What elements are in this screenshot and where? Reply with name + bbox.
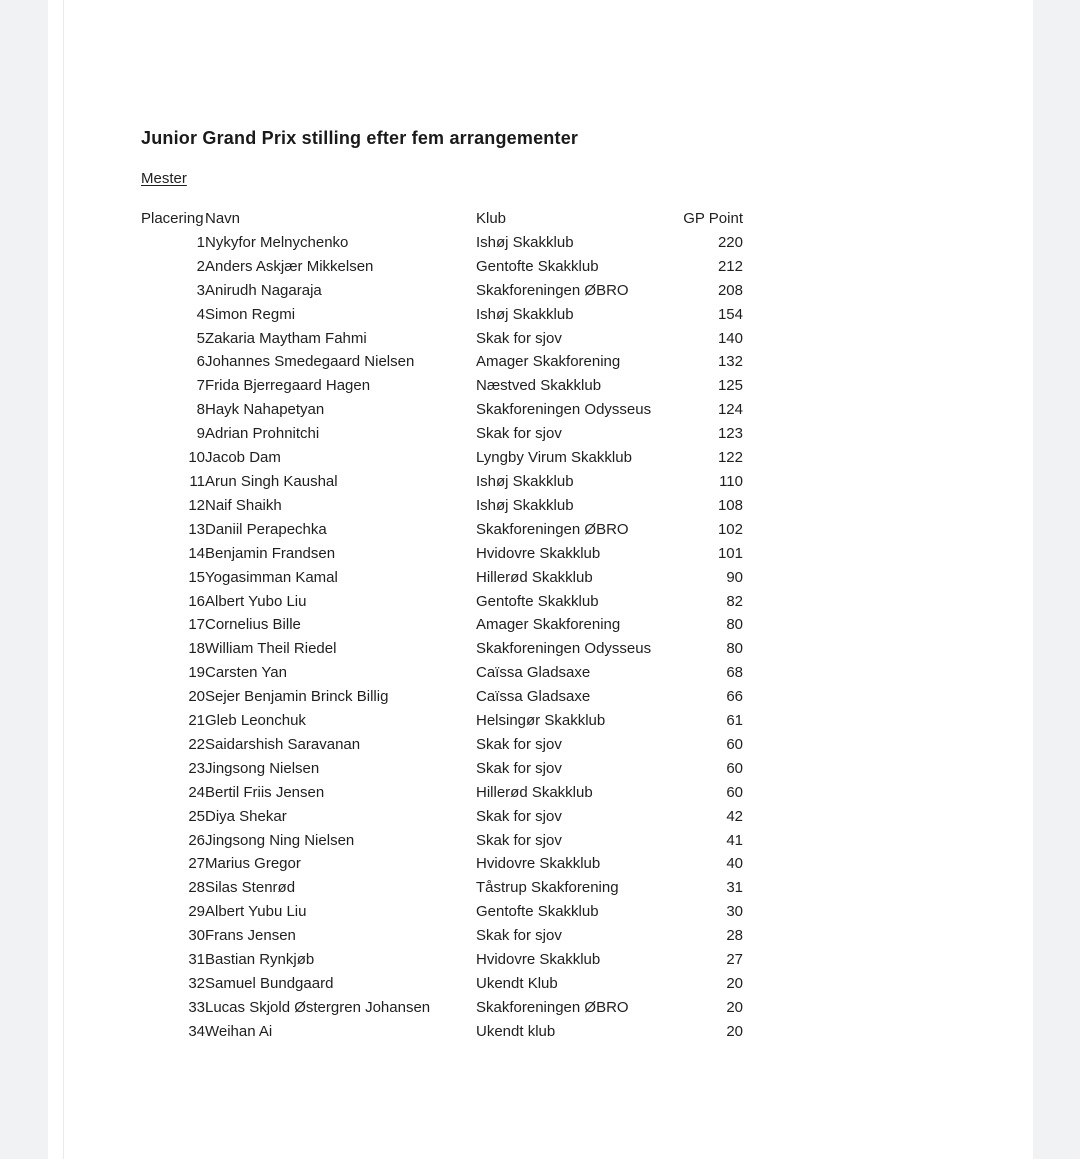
cell-klub: Gentofte Skakklub [476, 592, 599, 610]
cell-klub: Hvidovre Skakklub [476, 855, 601, 873]
cell-gp_point: 27 [726, 951, 743, 969]
table-row [141, 398, 743, 422]
table-row [141, 876, 743, 900]
cell-klub: Amager Skakforening [476, 616, 621, 634]
cell-placering: 4 [196, 305, 205, 323]
table-row [141, 374, 743, 398]
cell-gp_point: 208 [717, 281, 743, 299]
cell-navn: Arun Singh Kaushal [205, 472, 338, 490]
cell-navn: Jingsong Nielsen [205, 759, 320, 777]
cell-gp_point: 61 [726, 712, 743, 730]
cell-placering: 8 [196, 401, 205, 419]
table-row [141, 637, 743, 661]
header-klub: Klub [476, 210, 507, 227]
cell-navn: Saidarshish Saravanan [205, 735, 361, 753]
cell-placering: 19 [188, 664, 205, 682]
cell-gp_point: 110 [719, 472, 743, 490]
cell-placering: 34 [188, 1022, 205, 1040]
cell-gp_point: 42 [726, 807, 743, 825]
cell-placering: 29 [188, 903, 205, 921]
table-row [141, 613, 743, 637]
table-row [141, 303, 743, 327]
cell-gp_point: 20 [726, 998, 743, 1016]
cell-navn: Lucas Skjold Østergren Johansen [205, 998, 431, 1016]
cell-navn: Samuel Bundgaard [205, 975, 334, 992]
cell-klub: Caïssa Gladsaxe [476, 688, 591, 706]
cell-klub: Skak for sjov [476, 425, 562, 443]
header-gp-point: GP Point [683, 210, 743, 227]
cell-navn: Naif Shaikh [205, 496, 282, 514]
cell-placering: 6 [196, 353, 205, 371]
cell-placering: 30 [188, 927, 205, 945]
cell-klub: Helsingør Skakklub [476, 712, 606, 730]
cell-gp_point: 30 [726, 903, 743, 921]
table-row [141, 805, 743, 829]
cell-placering: 18 [188, 640, 205, 658]
standings-table-body [141, 231, 743, 1044]
cell-gp_point: 60 [726, 783, 743, 801]
cell-placering: 27 [188, 855, 205, 873]
cell-navn: Weihan Ai [205, 1022, 273, 1040]
table-row [141, 542, 743, 566]
cell-navn: Sejer Benjamin Brinck Billig [205, 688, 389, 706]
cell-klub: Skak for sjov [476, 329, 562, 347]
cell-navn: Nykyfor Melnychenko [205, 233, 349, 251]
cell-navn: Hayk Nahapetyan [205, 401, 325, 419]
cell-navn: Yogasimman Kamal [205, 568, 338, 586]
cell-navn: Albert Yubo Liu [205, 592, 307, 610]
cell-gp_point: 125 [717, 377, 743, 395]
cell-klub: Skak for sjov [476, 735, 562, 753]
cell-navn: Anirudh Nagaraja [205, 281, 322, 299]
header-navn: Navn [205, 210, 241, 227]
cell-navn: Simon Regmi [205, 305, 296, 323]
cell-navn: Daniil Perapechka [205, 520, 327, 538]
cell-placering: 26 [188, 831, 205, 849]
cell-placering: 24 [188, 783, 205, 801]
table-row [141, 709, 743, 733]
table-row [141, 829, 743, 853]
table-row [141, 924, 743, 948]
cell-klub: Skakforeningen ØBRO [476, 520, 629, 538]
cell-navn: Jacob Dam [205, 449, 281, 467]
cell-placering: 32 [188, 975, 205, 992]
cell-gp_point: 80 [726, 640, 743, 658]
cell-gp_point: 66 [726, 688, 743, 706]
cell-gp_point: 60 [726, 759, 743, 777]
cell-klub: Næstved Skakklub [476, 377, 602, 395]
cell-placering: 9 [196, 425, 205, 443]
cell-placering: 14 [188, 544, 205, 562]
cell-gp_point: 20 [726, 1022, 743, 1040]
cell-placering: 5 [196, 329, 205, 347]
cell-placering: 12 [188, 496, 205, 514]
cell-klub: Skak for sjov [476, 927, 562, 945]
table-row [141, 231, 743, 255]
cell-klub: Caïssa Gladsaxe [476, 664, 591, 682]
cell-navn: Gleb Leonchuk [205, 712, 306, 730]
cell-navn: Albert Yubu Liu [205, 903, 307, 921]
table-row [141, 255, 743, 279]
cell-navn: Silas Stenrød [205, 879, 296, 897]
cell-klub: Skak for sjov [476, 759, 562, 777]
cell-navn: Benjamin Frandsen [205, 544, 336, 562]
cell-navn: Frans Jensen [205, 927, 296, 945]
cell-gp_point: 40 [726, 855, 743, 873]
cell-gp_point: 28 [726, 927, 743, 945]
cell-placering: 22 [188, 735, 205, 753]
cell-klub: Skakforeningen ØBRO [476, 998, 629, 1016]
cell-klub: Ishøj Skakklub [476, 305, 574, 323]
cell-gp_point: 220 [717, 233, 743, 251]
table-row [141, 948, 743, 972]
cell-klub: Amager Skakforening [476, 353, 621, 371]
cell-gp_point: 124 [717, 401, 743, 419]
table-row [141, 327, 743, 351]
cell-navn: Carsten Yan [205, 664, 287, 682]
standings-table [141, 207, 743, 1044]
table-row [141, 422, 743, 446]
cell-klub: Lyngby Virum Skakklub [476, 449, 632, 467]
cell-gp_point: 60 [726, 735, 743, 753]
cell-navn: Jingsong Ning Nielsen [205, 831, 355, 849]
table-row [141, 996, 743, 1020]
cell-placering: 17 [188, 616, 205, 634]
cell-placering: 7 [196, 377, 205, 395]
cell-klub: Hvidovre Skakklub [476, 544, 601, 562]
cell-klub: Skakforeningen ØBRO [476, 281, 629, 299]
cell-navn: Bastian Rynkjøb [205, 951, 315, 969]
table-row [141, 1020, 743, 1044]
table-row [141, 470, 743, 494]
cell-klub: Skakforeningen Odysseus [476, 401, 652, 419]
cell-placering: 23 [188, 759, 205, 777]
cell-placering: 10 [188, 449, 205, 467]
cell-placering: 11 [189, 472, 205, 490]
cell-navn: Marius Gregor [205, 855, 301, 873]
cell-navn: Bertil Friis Jensen [205, 783, 325, 801]
cell-gp_point: 41 [726, 831, 743, 849]
cell-klub: Hillerød Skakklub [476, 783, 593, 801]
table-row [141, 972, 743, 996]
cell-klub: Ishøj Skakklub [476, 472, 574, 490]
cell-placering: 20 [188, 688, 205, 706]
cell-gp_point: 20 [726, 975, 743, 992]
cell-navn: William Theil Riedel [205, 640, 337, 658]
cell-klub: Skak for sjov [476, 807, 562, 825]
table-row [141, 661, 743, 685]
table-row [141, 518, 743, 542]
cell-placering: 1 [196, 233, 205, 251]
cell-klub: Skakforeningen Odysseus [476, 640, 652, 658]
table-row [141, 685, 743, 709]
section-heading-mester: Mester [141, 170, 187, 187]
cell-gp_point: 101 [717, 544, 743, 562]
cell-gp_point: 90 [726, 568, 743, 586]
cell-gp_point: 102 [717, 520, 743, 538]
table-row [141, 733, 743, 757]
cell-placering: 33 [188, 998, 205, 1016]
cell-gp_point: 68 [726, 664, 743, 682]
cell-navn: Zakaria Maytham Fahmi [205, 329, 367, 347]
page-edge-line [63, 0, 64, 1159]
cell-placering: 13 [188, 520, 205, 538]
cell-gp_point: 31 [726, 879, 743, 897]
cell-gp_point: 212 [717, 257, 743, 275]
table-row [141, 350, 743, 374]
cell-klub: Ukendt Klub [476, 975, 558, 992]
table-row [141, 781, 743, 805]
cell-placering: 15 [188, 568, 205, 586]
document-page [48, 0, 1033, 1159]
cell-gp_point: 122 [717, 449, 743, 467]
cell-gp_point: 82 [726, 592, 743, 610]
cell-navn: Anders Askjær Mikkelsen [205, 257, 374, 275]
cell-placering: 21 [188, 712, 205, 730]
cell-gp_point: 132 [717, 353, 743, 371]
cell-navn: Diya Shekar [205, 807, 287, 825]
table-header-row [141, 207, 743, 231]
table-row [141, 590, 743, 614]
cell-navn: Frida Bjerregaard Hagen [205, 377, 371, 395]
cell-klub: Hvidovre Skakklub [476, 951, 601, 969]
cell-placering: 2 [196, 257, 205, 275]
cell-placering: 25 [188, 807, 205, 825]
cell-klub: Tåstrup Skakforening [476, 879, 619, 897]
cell-placering: 31 [188, 951, 205, 969]
cell-klub: Ukendt klub [476, 1022, 556, 1040]
cell-gp_point: 123 [717, 425, 743, 443]
cell-placering: 28 [188, 879, 205, 897]
cell-gp_point: 80 [726, 616, 743, 634]
cell-klub: Gentofte Skakklub [476, 257, 599, 275]
cell-gp_point: 154 [717, 305, 743, 323]
table-row [141, 566, 743, 590]
cell-klub: Ishøj Skakklub [476, 496, 574, 514]
cell-klub: Hillerød Skakklub [476, 568, 593, 586]
cell-placering: 16 [188, 592, 205, 610]
header-placering: Placering [141, 210, 204, 227]
cell-klub: Skak for sjov [476, 831, 562, 849]
cell-klub: Ishøj Skakklub [476, 233, 574, 251]
table-row [141, 900, 743, 924]
table-row [141, 757, 743, 781]
cell-gp_point: 108 [717, 496, 743, 514]
document-title: Junior Grand Prix stilling efter fem arrangementer [141, 128, 579, 148]
cell-navn: Johannes Smedegaard Nielsen [205, 353, 415, 371]
table-row [141, 446, 743, 470]
table-row [141, 852, 743, 876]
cell-navn: Cornelius Bille [205, 616, 301, 634]
cell-klub: Gentofte Skakklub [476, 903, 599, 921]
cell-gp_point: 140 [717, 329, 743, 347]
table-row [141, 494, 743, 518]
table-row [141, 279, 743, 303]
cell-placering: 3 [196, 281, 205, 299]
cell-navn: Adrian Prohnitchi [205, 425, 320, 443]
